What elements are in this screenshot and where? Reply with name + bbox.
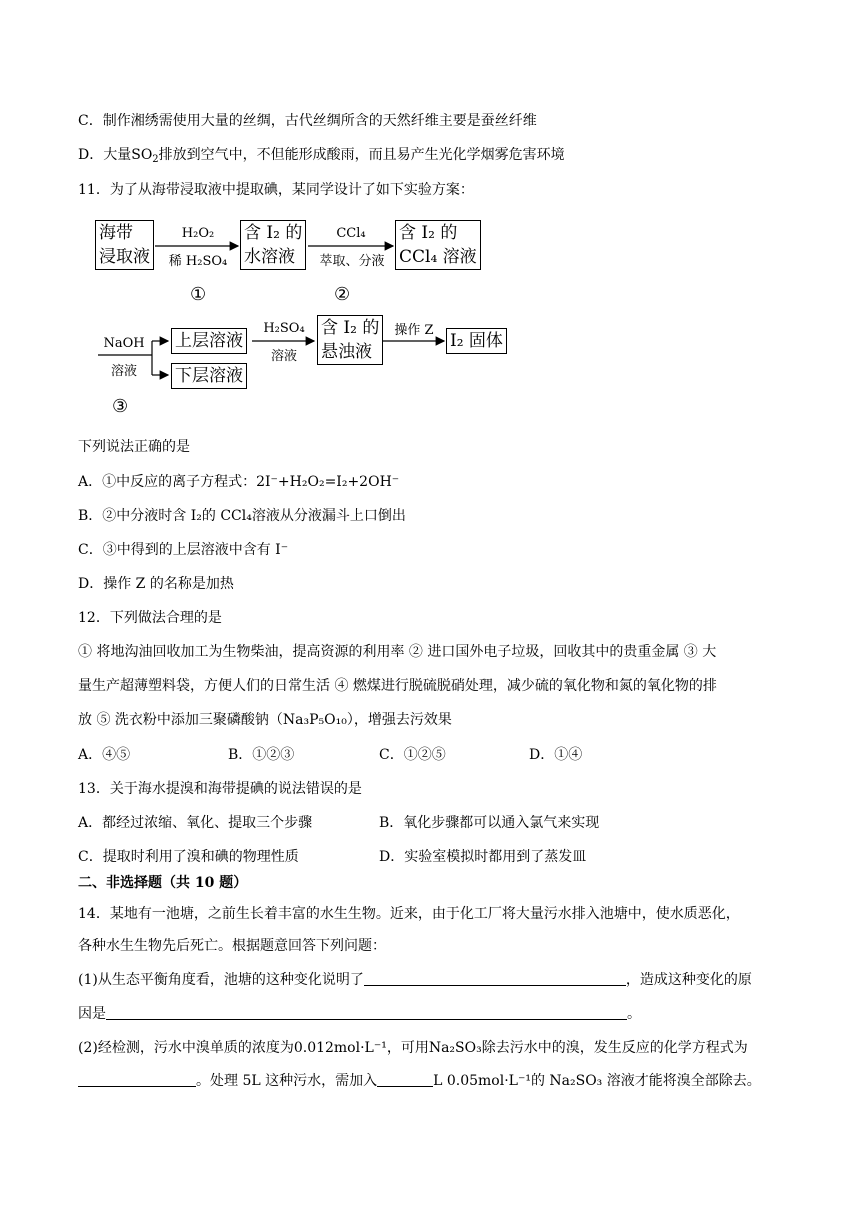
flow-box-i2-aqueous: 含 I₂ 的 水溶液 [240,220,306,270]
flow-arrow4-bottom: 溶液 [270,349,297,364]
q10-option-d: D．大量$SO_2$排放到空气中，不但能形成酸雨，而且易产生光化学烟雾危害环境 [78,147,565,165]
q10-option-c: C．制作湘绣需使用大量的丝绸，古代丝绸所含的天然纤维主要是蚕丝纤维 [78,113,537,129]
q11-option-b: B．②中分液时含 I₂的 CCl₄溶液从分液漏斗上口倒出 [78,508,406,524]
q14-part2-line1: (2)经检测，污水中溴单质的浓度为0.012mol·L⁻¹，可用Na₂SO₃除去污水中的溴，发生反应的化学方程式为 [78,1040,748,1056]
flow-box-upper-layer: 上层溶液 [171,328,247,354]
flow-box-i2-ccl4: 含 I₂ 的 CCl₄ 溶液 [395,220,481,270]
q13-option-b: B．氧化步骤都可以通入氯气来实现 [379,815,600,831]
flow-box-i2-solid: I₂ 固体 [446,328,507,354]
flow-step-1: ① [190,284,207,305]
q11-option-c: C．③中得到的上层溶液中含有 I⁻ [78,542,289,558]
q12-text-line3: 放 ⑤ 洗衣粉中添加三聚磷酸钠（Na₃P₅O₁₀），增强去污效果 [78,712,452,728]
q12-option-a: A．④⑤ [78,747,131,763]
flow-step-3: ③ [112,396,129,417]
flow-naoh-top: NaOH [103,336,145,351]
flow-box-lower-layer: 下层溶液 [171,363,247,389]
q12-text-line1: ① 将地沟油回收加工为生物柴油，提高资源的利用率 ② 进口国外电子垃圾，回收其中的贵重金属 ③ 大 [78,644,717,660]
q12-option-c: C．①②⑤ [379,747,446,763]
answer-blank[interactable] [78,1072,196,1087]
flow-arrow1-bottom: 稀 H₂SO₄ [168,254,228,269]
q11-option-d: D．操作 Z 的名称是加热 [78,576,234,592]
q12-text-line2: 量生产超薄塑料袋，方便人们的日常生活 ④ 燃煤进行脱硫脱硝处理，减少硫的氧化物和氮的氧化物的排 [78,678,717,694]
q14-text-line2: 各种水生生物先后死亡。根据题意回答下列问题： [78,938,386,954]
flow-arrows [0,0,860,420]
flow-arrow2-bottom: 萃取、分液 [319,254,385,269]
q12-option-b: B．①②③ [228,747,295,763]
q11-stem: 11．为了从海带浸取液中提取碘，某同学设计了如下实验方案： [78,182,474,198]
q12-option-d: D．①④ [529,747,583,763]
flow-arrow5-top: 操作 Z [394,323,434,338]
q13-option-a: A．都经过浓缩、氧化、提取三个步骤 [78,815,313,831]
answer-blank[interactable] [364,971,626,986]
q13-stem: 13．关于海水提溴和海带提碘的说法错误的是 [78,781,362,797]
q14-part1-line1: (1)从生态平衡角度看，池塘的这种变化说明了 ，造成这种变化的原 [78,972,752,988]
section-heading: 二、非选择题（共 10 题） [78,875,248,891]
flow-arrow4-top: H₂SO₄ [263,321,305,336]
flow-naoh-bottom: 溶液 [110,364,137,379]
flow-step-2: ② [334,284,351,305]
q12-stem: 12．下列做法合理的是 [78,610,222,626]
answer-blank[interactable] [377,1072,433,1087]
flow-arrow2-top: CCl₄ [336,226,366,241]
q11-ask: 下列说法正确的是 [78,439,190,455]
q14-part1-line2: 因是 。 [78,1006,641,1022]
q13-option-c: C．提取时利用了溴和碘的物理性质 [78,849,299,865]
q13-option-d: D．实验室模拟时都用到了蒸发皿 [379,849,587,865]
flow-box-i2-suspension: 含 I₂ 的 悬浊液 [317,315,383,365]
flow-arrow1-top: H₂O₂ [181,226,215,241]
q14-text-line1: 14．某地有一池塘，之前生长着丰富的水生生物。近来，由于化工厂将大量污水排入池塘中，使水质恶化， [78,906,740,922]
flow-box-kelp-extract: 海带 浸取液 [95,220,154,270]
q11-option-a: A．①中反应的离子方程式：2I⁻+H₂O₂=I₂+2OH⁻ [78,474,400,490]
answer-blank[interactable] [106,1005,627,1020]
q14-part2-line2: 。处理 5L 这种污水，需加入 L 0.05mol·L⁻¹的 Na₂SO₃ 溶液才能将溴全部除去。 [78,1071,761,1091]
